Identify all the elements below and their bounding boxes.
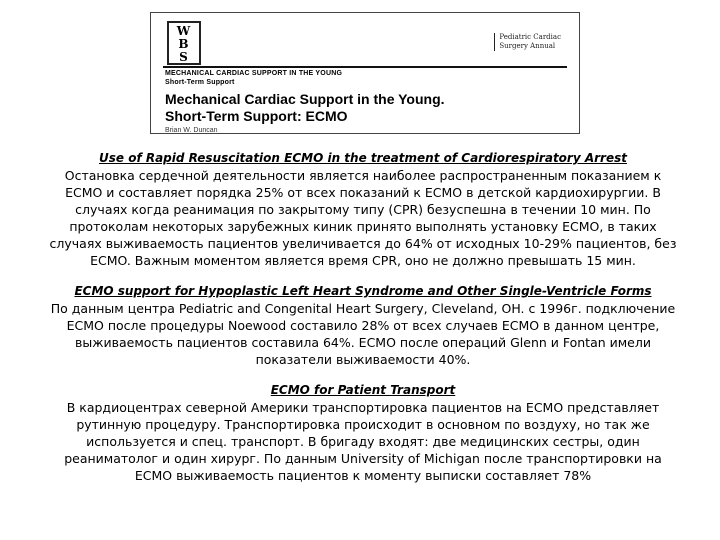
section-label-line-1: MECHANICAL CARDIAC SUPPORT IN THE YOUNG: [165, 70, 343, 77]
journal-name-line-2: Surgery Annual: [499, 42, 556, 50]
section-paragraph: По данным центра Pediatric and Congenital Heart Surgery, Cleveland, OH. с 1996г. подключение ECMO после процедуры Noewood составило 28% от всех случаев ECMO в данном центре, выживаемость пациентов составила 64%. ECMO после операций Glenn и Fontan имели показатели выживаемости 40%.: [50, 301, 676, 367]
paper-title: [165, 91, 445, 125]
section-paragraph: Остановка сердечной деятельности является наиболее распространенным показанием к ECMO и составляет порядка 25% от всех показаний к ECMO в детской кардиохирургии. В случаях когда реанимация по закрытому типу (CPR) безуспешна в течении 10 мин. По протоколам некоторых зарубежных киник принято выполнять установку ECMO, в таких случаях выживаемость пациентов увеличивается до 64% от исходных 10-29% пациентов, без ECMO. Важным моментом является время CPR, оно не должно превышать 15 мин.: [49, 168, 677, 268]
logo-letter-b: B: [178, 37, 190, 51]
section-label-line-2: Short-Term Support: [165, 79, 235, 86]
section-heading: ECMO for Patient Transport: [270, 383, 456, 397]
logo-letter-s: S: [179, 50, 189, 64]
section-hlhs: [48, 283, 678, 368]
section-paragraph: В кардиоцентрах северной Америки транспортировка пациентов на ECMO представляет рутинную процедуру. Транспортировка происходит в основном по воздуху, но так же используется и спец. транспорт. В бригаду входят: две медицинских сестры, один реаниматолог и один хирург. По данным University of Michigan после транспортировки на ECMO выживаемость пациентов к моменту выписки составляет 78%: [64, 400, 662, 483]
slide-content: [48, 150, 678, 498]
section-heading: ECMO support for Hypoplastic Left Heart Syndrome and Other Single-Ventricle Forms: [74, 284, 652, 298]
section-cardiac-arrest: [48, 150, 678, 269]
journal-name: [494, 33, 561, 51]
section-heading: Use of Rapid Resuscitation ECMO in the treatment of Cardiorespiratory Arrest: [99, 151, 627, 165]
article-header-image: [150, 12, 580, 134]
paper-title-line-1: Mechanical Cardiac Support in the Young.: [165, 91, 445, 107]
journal-name-line-1: Pediatric Cardiac: [499, 33, 561, 41]
section-label: [165, 69, 342, 87]
logo-letter-w: W: [176, 24, 192, 38]
author: Brian W. Duncan: [165, 127, 218, 134]
section-transport: [48, 382, 678, 484]
wbs-logo: [167, 21, 201, 65]
paper-title-line-2: Short-Term Support: ECMO: [165, 108, 348, 124]
header-rule: [163, 66, 567, 68]
